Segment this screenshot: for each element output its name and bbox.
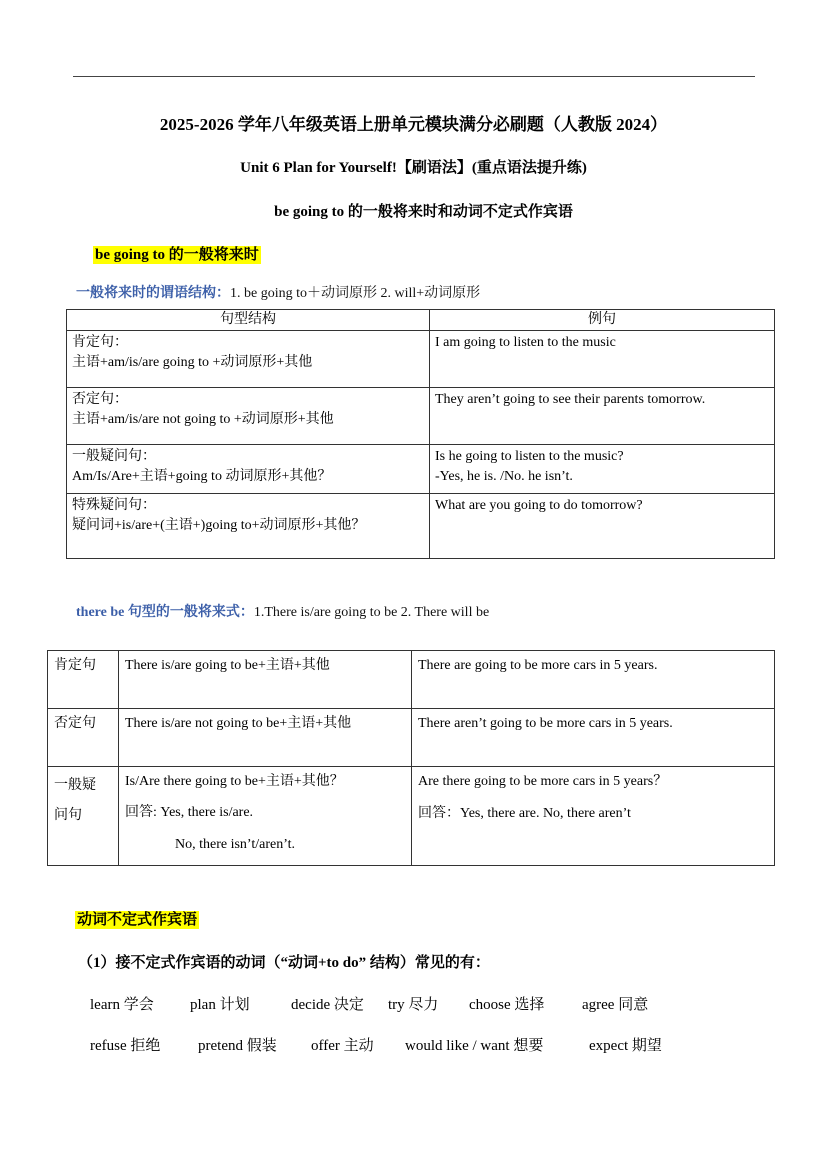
table-header-row — [67, 310, 775, 331]
example-cell — [430, 331, 775, 388]
type-text: 一般疑问句 — [54, 778, 96, 823]
there-be-table — [47, 650, 775, 866]
sentence-type: 一般疑问句： — [72, 449, 156, 464]
there-be-line — [76, 601, 489, 621]
topic-title: be going to 的一般将来时和动词不定式作宾语 — [274, 204, 573, 220]
verb-item: offer 主动 — [311, 1038, 374, 1054]
table-header-example: 例句 — [430, 310, 775, 331]
section-heading-infinitive — [75, 908, 199, 929]
type-cell: 否定句 — [48, 709, 119, 767]
page-title: 2025-2026 学年八年级英语上册单元模块满分必刷题（人教版 2024） — [159, 115, 668, 134]
table-row — [67, 445, 775, 494]
verb-item: try 尽力 — [388, 997, 439, 1013]
verb-item: plan 计划 — [190, 997, 250, 1013]
example-sentence: They aren’t going to see their parents tomorrow. — [435, 392, 706, 407]
sentence-type: 肯定句： — [72, 335, 128, 350]
verb-item: pretend 假装 — [198, 1038, 277, 1054]
example-cell — [430, 445, 775, 494]
example-cell — [430, 388, 775, 445]
verb-item: learn 学会 — [90, 997, 154, 1013]
sentence-pattern: Am/Is/Are+主语+going to 动词原形+其他？ — [72, 469, 332, 484]
example-answer: 回答：Yes, there are. No, there aren’t — [418, 806, 631, 821]
question-pattern: Is/Are there going to be+主语+其他？ — [125, 774, 344, 789]
example-cell — [412, 767, 775, 866]
table-row — [67, 494, 775, 559]
table-row — [48, 709, 775, 767]
example-sentence: Is he going to listen to the music? — [435, 449, 624, 464]
there-be-label: there be 句型的一般将来式： — [76, 605, 254, 620]
pattern-cell — [67, 331, 430, 388]
example-question: Are there going to be more cars in 5 years？ — [418, 774, 668, 789]
verb-item: expect 期望 — [589, 1038, 662, 1054]
going-to-table — [66, 309, 775, 559]
pattern-cell — [67, 445, 430, 494]
sentence-type: 否定句： — [72, 392, 128, 407]
unit-subtitle: Unit 6 Plan for Yourself!【刷语法】(重点语法提升练) — [240, 160, 587, 176]
table-row — [48, 651, 775, 709]
verb-item: would like / want 想要 — [405, 1038, 544, 1054]
pattern-cell: There is/are going to be+主语+其他 — [119, 651, 412, 709]
type-cell: 肯定句 — [48, 651, 119, 709]
section-heading-text: be going to 的一般将来时 — [95, 247, 259, 263]
pattern-cell — [67, 388, 430, 445]
example-sentence: What are you going to do tomorrow? — [435, 498, 643, 513]
pattern-cell — [67, 494, 430, 559]
structure-label: 一般将来时的谓语结构： — [76, 286, 230, 301]
example-cell — [430, 494, 775, 559]
verb-item: refuse 拒绝 — [90, 1038, 161, 1054]
answer-no: No, there isn’t/aren’t. — [175, 837, 296, 852]
table-row — [48, 767, 775, 866]
structure-text: 1. be going to＋动词原形 2. will+动词原形 — [230, 286, 481, 301]
sentence-pattern: 主语+am/is/are not going to +动词原形+其他 — [72, 412, 334, 427]
table-header-pattern: 句型结构 — [67, 310, 430, 331]
example-cell: There are going to be more cars in 5 years. — [412, 651, 775, 709]
header-rule — [73, 76, 755, 77]
sentence-pattern: 主语+am/is/are going to +动词原形+其他 — [72, 355, 313, 370]
verb-item: choose 选择 — [469, 997, 545, 1013]
pattern-cell: There is/are not going to be+主语+其他 — [119, 709, 412, 767]
sub-heading: （1）接不定式作宾语的动词（“动词+to do” 结构）常见的有： — [78, 955, 490, 971]
verb-item: decide 决定 — [291, 997, 364, 1013]
table-row — [67, 388, 775, 445]
example-cell: There aren’t going to be more cars in 5 years. — [412, 709, 775, 767]
section-heading-text: 动词不定式作宾语 — [77, 912, 198, 928]
there-be-text: 1.There is/are going to be 2. There will be — [253, 605, 490, 620]
section-heading-going-to — [93, 243, 261, 264]
pattern-cell — [119, 767, 412, 866]
verb-item: agree 同意 — [582, 997, 649, 1013]
structure-line — [76, 282, 480, 302]
table-row — [67, 331, 775, 388]
sentence-type: 特殊疑问句： — [72, 498, 156, 513]
example-sentence: I am going to listen to the music — [435, 335, 616, 350]
answer-yes: 回答: Yes, there is/are. — [125, 805, 254, 820]
sentence-pattern: 疑问词+is/are+(主语+)going to+动词原形+其他？ — [72, 518, 366, 533]
type-cell — [48, 767, 119, 866]
example-answer: -Yes, he is. /No. he isn’t. — [435, 469, 573, 484]
